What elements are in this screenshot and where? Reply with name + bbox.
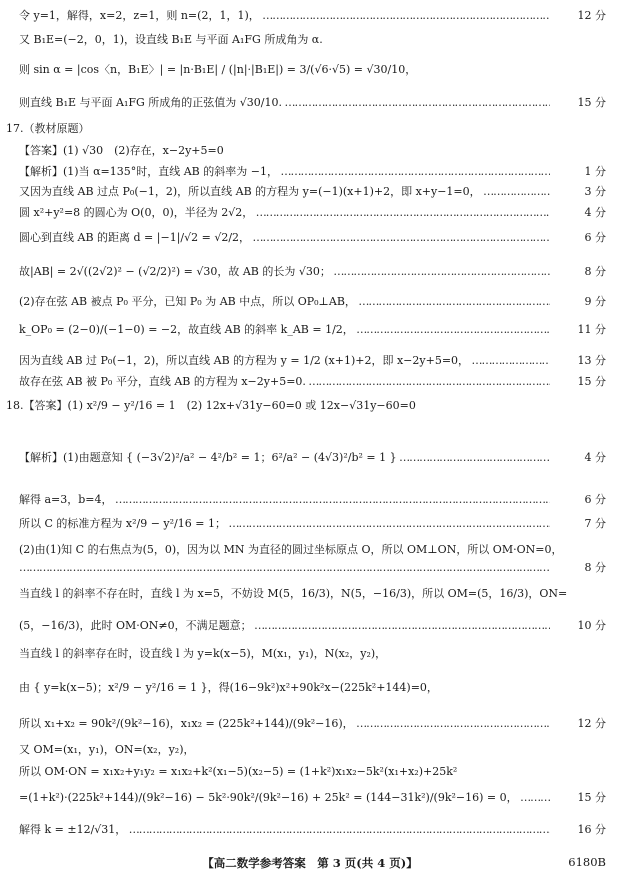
line-0: 令 y=1，解得，x=2，z=1，则 n=(2，1，1)， …………………………………………………………………………………………………………………………………………………………………………… 12 分 (0, 4, 620, 28)
line-26: 又 OM=(x₁，y₁)，ON=(x₂，y₂)， (19, 743, 195, 756)
line-18: 所以 C 的标准方程为 x²/9 − y²/16 = 1； …………………………………………………………………………………………………………………………………………………………………………… 7 分 (0, 512, 620, 536)
line-1: 又 B₁E=(−2，0，1)，设直线 B₁E 与平面 A₁FG 所成角为 α. (19, 33, 323, 46)
line-25: 所以 x₁+x₂ = 90k²/(9k²−16)，x₁x₂ = (225k²+144)/(9k²−16)， …………………………………………………………………………………………………………………………………………………………………………… 12 分 (0, 712, 620, 736)
line-12: k_OP₀ = (2−0)/(−1−0) = −2，故直线 AB 的斜率 k_AB = 1/2， …………………………………………………………………………………………………………………………………………………………………………… 11 分 (0, 318, 620, 342)
line-27: 所以 OM·ON = x₁x₂+y₁y₂ = x₁x₂+k²(x₁−5)(x₂−5) = (1+k²)x₁x₂−5k²(x₁+x₂)+25k² (19, 765, 458, 778)
line-17: 解得 a=3，b=4， …………………………………………………………………………………………………………………………………………………………………………… 6 分 (0, 488, 620, 512)
line-23: 当直线 l 的斜率存在时，设直线 l 为 y=k(x−5)，M(x₁，y₁)，N(x₂，y₂)， (19, 647, 387, 660)
footer-title: 【高二数学参考答案 第 3 页(共 4 页)】 (202, 856, 418, 870)
line-22: (5，−16/3)，此时 OM·ON≠0，不满足题意； …………………………………………………………………………………………………………………………………………………………………………… 10 分 (0, 614, 620, 638)
line-10: 故|AB| = 2√((2√2)² − (√2/2)²) = √30，故 AB 的长为 √30； …………………………………………………………………………………………………………………………………………………………………………… 8 分 (0, 260, 620, 284)
line-16: 【解析】(1)由题意知 { (−3√2)²/a² − 4²/b² = 1；6²/a² − (4√3)²/b² = 1 } …………………………………………………………………………………………………………………………………………………………………………… 4 分 (0, 446, 620, 470)
line-21: 当直线 l 的斜率不存在时，直线 l 为 x=5，不妨设 M(5，16/3)，N(5，−16/3)，所以 OM=(5，16/3)，ON= (19, 587, 568, 600)
q18-answer: 18.【答案】(1) x²/9 − y²/16 = 1 (2) 12x+√31y−60=0 或 12x−√31y−60=0 (6, 399, 416, 412)
line-11: (2)存在弦 AB 被点 P₀ 平分，已知 P₀ 为 AB 中点，所以 OP₀⊥AB， …………………………………………………………………………………………………………………………………………………………………………… 9 分 (0, 290, 620, 314)
line-14: 故存在弦 AB 被 P₀ 平分，直线 AB 的方程为 x−2y+5=0. …………………………………………………………………………………………………………………………………………………………………………… 15 分 (0, 370, 620, 394)
line-28: =(1+k²)·(225k²+144)/(9k²−16) − 5k²·90k²/(9k²−16) + 25k² = (144−31k²)/(9k²−16) = 0， …………………………………………………………………………………………………………………………………………………………………………… 15 分 (0, 786, 620, 810)
line-2: 则 sin α = |cos〈n，B₁E〉| = |n·B₁E| / (|n|·|B₁E|) = 3/(√6·√5) = √30/10， (19, 63, 417, 76)
line-9: 圆心到直线 AB 的距离 d = |−1|/√2 = √2/2， …………………………………………………………………………………………………………………………………………………………………………… 6 分 (0, 226, 620, 250)
line-19: (2)由(1)知 C 的右焦点为(5，0)，因为以 MN 为直径的圆过坐标原点 O，所以 OM⊥ON，所以 OM·ON=0， (19, 543, 563, 556)
line-24: 由 { y=k(x−5)；x²/9 − y²/16 = 1 }，得(16−9k²)x²+90k²x−(225k²+144)=0， (19, 681, 438, 694)
footer-code: 6180B (568, 855, 606, 869)
question-17-title: 17.（教材原题） (6, 122, 90, 135)
q17-answer: 【答案】(1) √30 (2)存在，x−2y+5=0 (19, 144, 224, 157)
line-3: 则直线 B₁E 与平面 A₁FG 所成角的正弦值为 √30/10. …………………………………………………………………………………………………………………………………………………………………………… 15 分 (0, 91, 620, 115)
line-13: 因为直线 AB 过 P₀(−1，2)，所以直线 AB 的方程为 y = 1/2 (x+1)+2，即 x−2y+5=0， …………………………………………………………………………………………………………………………………………………………………………… 13 分 (0, 349, 620, 373)
line-7: 又因为直线 AB 过点 P₀(−1，2)，所以直线 AB 的方程为 y=(−1)(x+1)+2，即 x+y−1=0， …………………………………………………………………………………………………………………………………………………………………………… 3 分 (0, 180, 620, 204)
line-29: 解得 k = ±12/√31， …………………………………………………………………………………………………………………………………………………………………………… 16 分 (0, 818, 620, 842)
line-8: 圆 x²+y²=8 的圆心为 O(0，0)，半径为 2√2， …………………………………………………………………………………………………………………………………………………………………………… 4 分 (0, 201, 620, 225)
line-6: 【解析】(1)当 α=135°时，直线 AB 的斜率为 −1， …………………………………………………………………………………………………………………………………………………………………………… 1 分 (0, 160, 620, 184)
line-20: …………………………………………………………………………………………………………………………………………………………………………… 8 分 (0, 556, 620, 580)
